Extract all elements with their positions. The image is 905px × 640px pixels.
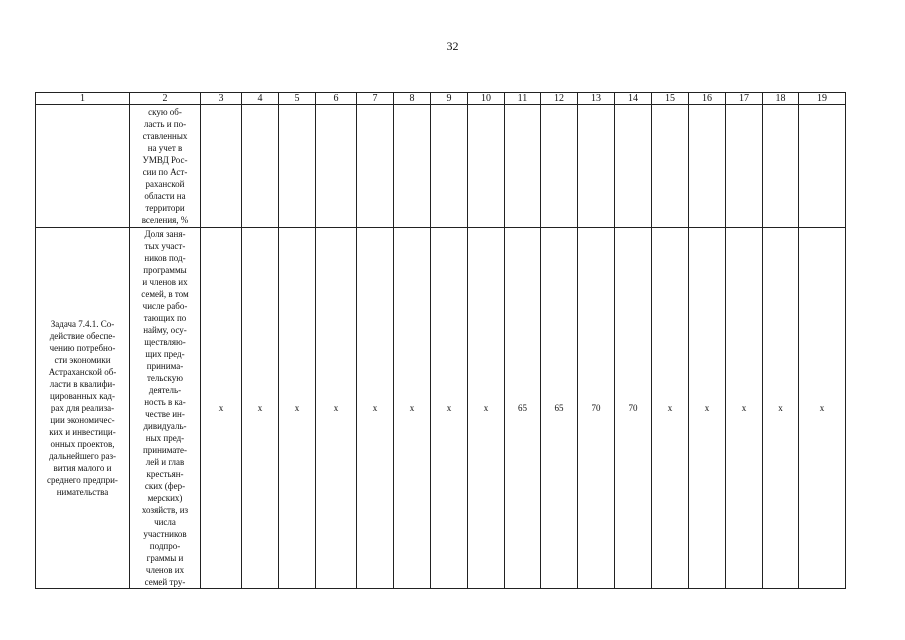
empty-cell (242, 105, 279, 228)
header-cell: 17 (726, 93, 763, 105)
empty-cell (468, 105, 505, 228)
value-cell: x (652, 228, 689, 589)
value-cell: x (357, 228, 394, 589)
header-cell: 16 (689, 93, 726, 105)
empty-cell (578, 105, 615, 228)
empty-cell (652, 105, 689, 228)
header-cell: 14 (615, 93, 652, 105)
value-cell: x (763, 228, 799, 589)
empty-cell (431, 105, 468, 228)
value-cell: x (431, 228, 468, 589)
value-cell: x (799, 228, 846, 589)
page-number: 32 (446, 39, 459, 53)
header-cell: 9 (431, 93, 468, 105)
empty-cell (279, 105, 316, 228)
value-cell: 65 (541, 228, 578, 589)
table-row (36, 105, 846, 228)
indicator-cell: скую об- ласть и по- ставленных на учет в УМВД Рос- сии по Аст- раханской области на территори вселения, % (130, 105, 201, 228)
value-cell: x (468, 228, 505, 589)
task-cell: Задача 7.4.1. Со- действие обеспе- чению потребно- сти экономики Астраханской об- ласти в квалифи- цированных кад- рах для реализа- ции экономичес- ких и инвестици- онных проектов, дальнейшего раз- вития малого и среднего предпри- нимательства (36, 228, 130, 589)
empty-cell (394, 105, 431, 228)
value-cell: x (316, 228, 357, 589)
data-table (35, 92, 846, 589)
value-cell: 65 (505, 228, 541, 589)
table-row (36, 228, 846, 589)
header-cell: 8 (394, 93, 431, 105)
value-cell: x (279, 228, 316, 589)
header-cell: 2 (130, 93, 201, 105)
empty-cell (799, 105, 846, 228)
header-cell: 19 (799, 93, 846, 105)
header-cell: 13 (578, 93, 615, 105)
value-cell: 70 (615, 228, 652, 589)
value-cell: x (394, 228, 431, 589)
empty-cell (615, 105, 652, 228)
header-cell: 11 (505, 93, 541, 105)
value-cell: 70 (578, 228, 615, 589)
header-cell: 3 (201, 93, 242, 105)
value-cell: x (201, 228, 242, 589)
task-cell (36, 105, 130, 228)
header-cell: 15 (652, 93, 689, 105)
header-cell: 4 (242, 93, 279, 105)
value-cell: x (726, 228, 763, 589)
empty-cell (316, 105, 357, 228)
empty-cell (763, 105, 799, 228)
header-row (36, 93, 846, 105)
header-cell: 7 (357, 93, 394, 105)
indicator-cell: Доля заня- тых участ- ников под- программы и членов их семей, в том числе рабо- тающих по найму, осу- ществляю- щих пред- принима- тельскую деятель- ность в ка- честве ин- дивидуаль- ных пред- принимате- лей и глав крестьян- ских (фер- мерских) хозяйств, из числа участников подпро- граммы и членов их семей тру- (130, 228, 201, 589)
empty-cell (505, 105, 541, 228)
header-cell: 5 (279, 93, 316, 105)
header-cell: 12 (541, 93, 578, 105)
empty-cell (689, 105, 726, 228)
empty-cell (201, 105, 242, 228)
header-cell: 1 (36, 93, 130, 105)
header-cell: 6 (316, 93, 357, 105)
value-cell: x (242, 228, 279, 589)
empty-cell (726, 105, 763, 228)
empty-cell (541, 105, 578, 228)
header-cell: 10 (468, 93, 505, 105)
value-cell: x (689, 228, 726, 589)
empty-cell (357, 105, 394, 228)
header-cell: 18 (763, 93, 799, 105)
